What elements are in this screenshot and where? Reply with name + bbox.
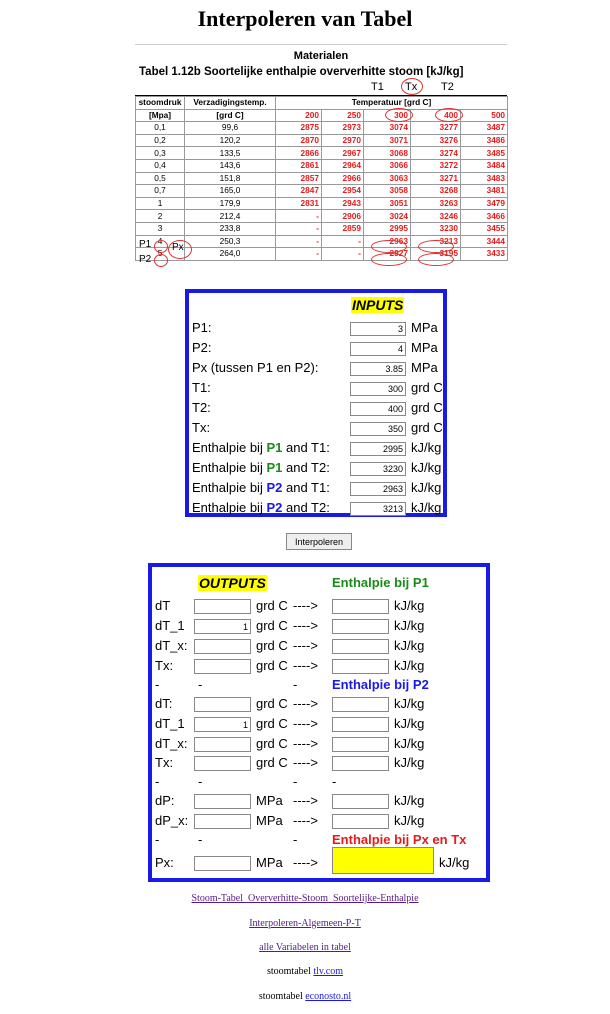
kjkg-unit: kJ/kg	[394, 736, 425, 751]
table-cell: 151,8	[185, 172, 276, 185]
table-cell: 2866	[276, 147, 322, 160]
table-cell: 2970	[322, 134, 364, 147]
dash: -	[293, 774, 298, 789]
dt-p2-result[interactable]	[332, 697, 389, 712]
table-cell: 0,1	[136, 122, 185, 135]
h-unit: kJ/kg	[411, 460, 442, 475]
table-cell: 3268	[411, 185, 461, 198]
table-cell: 0,2	[136, 134, 185, 147]
page-title: Interpoleren van Tabel	[197, 6, 413, 31]
dash: -	[198, 677, 203, 692]
section-p1-title: Enthalpie bij P1	[332, 575, 429, 590]
arrow: ---->	[293, 598, 318, 613]
table-cell: 1	[136, 197, 185, 210]
dt1-p1-result[interactable]	[332, 619, 389, 634]
h-p2-t2-input[interactable]	[350, 502, 406, 516]
dt1-label: dT_1	[155, 618, 185, 633]
circle-p2	[154, 254, 168, 267]
dt-label: dT:	[155, 696, 173, 711]
table-cell: 3068	[364, 147, 411, 160]
table-cell: 3277	[411, 122, 461, 135]
dash: -	[293, 677, 298, 692]
t2-input[interactable]	[350, 402, 406, 416]
steam-table-image	[135, 44, 507, 284]
t1-label: T1	[371, 81, 384, 93]
table-cell: 0,7	[136, 185, 185, 198]
h-p1-t2-label: Enthalpie bij P1 and T2:	[192, 460, 330, 475]
table-cell: 3276	[411, 134, 461, 147]
table-cell: 3263	[411, 197, 461, 210]
t2-unit: grd C	[411, 400, 443, 415]
table-cell: 3	[136, 222, 185, 235]
link-interpoleren[interactable]: Interpoleren-Algemeen-P-T	[249, 918, 361, 929]
kjkg-unit: kJ/kg	[394, 696, 425, 711]
table-cell: 3272	[411, 159, 461, 172]
dash: -	[198, 774, 203, 789]
divider	[135, 44, 507, 45]
grdc-unit: grd C	[256, 658, 288, 673]
kjkg-unit: kJ/kg	[394, 638, 425, 653]
dt1-label: dT_1	[155, 716, 185, 731]
kjkg-unit: kJ/kg	[394, 755, 425, 770]
table-row	[136, 185, 508, 198]
table-cell: 3058	[364, 185, 411, 198]
dash: -	[332, 774, 337, 789]
p2-label: P2:	[192, 340, 212, 355]
table-cell: 233,8	[185, 222, 276, 235]
grdc-unit: grd C	[256, 618, 288, 633]
circle-300	[385, 108, 413, 122]
outputs-header: OUTPUTS	[199, 575, 266, 591]
link-row	[0, 942, 610, 953]
table-cell: 3066	[364, 159, 411, 172]
section-px-title: Enthalpie bij Px en Tx	[332, 832, 467, 847]
col-header-pressure: stoomdruk	[136, 97, 185, 110]
table-cell: 4	[136, 235, 185, 248]
dash: -	[155, 832, 160, 847]
table-cell: 212,4	[185, 210, 276, 223]
t1-label: T1:	[192, 380, 211, 395]
dash: -	[293, 832, 298, 847]
table-cell: 2943	[322, 197, 364, 210]
table-cell: 143,6	[185, 159, 276, 172]
tx-p1-input[interactable]	[194, 659, 251, 674]
table-row	[136, 122, 508, 135]
table-cell: 2861	[276, 159, 322, 172]
table-cell: 3213	[411, 235, 461, 248]
h-p2-t1-input[interactable]	[350, 482, 406, 496]
p1-unit: MPa	[411, 320, 438, 335]
kjkg-unit: kJ/kg	[439, 855, 470, 870]
px-input[interactable]	[350, 362, 406, 376]
tx-p2-input[interactable]	[194, 756, 251, 771]
table-cell: 3024	[364, 210, 411, 223]
kjkg-unit: kJ/kg	[394, 598, 425, 613]
link-row	[0, 991, 610, 1002]
grdc-unit: grd C	[256, 755, 288, 770]
table-cell: 2906	[322, 210, 364, 223]
circle-2995	[371, 240, 407, 253]
tx-label: Tx:	[192, 420, 211, 435]
table-cell: 3246	[411, 210, 461, 223]
table-cell: 2857	[276, 172, 322, 185]
link-econosto[interactable]: econosto.nl	[305, 991, 352, 1002]
link-row	[0, 966, 610, 977]
col-header-sat: Verzadigingstemp.	[185, 97, 276, 110]
unit-sat: [grd C]	[185, 109, 276, 122]
table-cell: -	[322, 248, 364, 261]
table-row	[136, 159, 508, 172]
circle-2963	[371, 253, 407, 266]
table-cell: 2967	[322, 147, 364, 160]
tx-unit: grd C	[411, 420, 443, 435]
table-row	[136, 147, 508, 160]
t2-label: T2	[441, 81, 454, 93]
table-cell: 3486	[461, 134, 508, 147]
arrow: ---->	[293, 658, 318, 673]
temp-header: 200	[276, 109, 322, 122]
h-p2-t2-label: Enthalpie bij P2 and T2:	[192, 500, 330, 515]
px-out-input[interactable]	[194, 856, 251, 871]
table-row	[136, 134, 508, 147]
dt-p2-input[interactable]	[194, 697, 251, 712]
kjkg-unit: kJ/kg	[394, 813, 425, 828]
tx-out-label: Tx:	[155, 658, 174, 673]
dpx-input[interactable]	[194, 814, 251, 829]
p1-marker: P1	[139, 239, 152, 250]
grdc-unit: grd C	[256, 696, 288, 711]
tx-input[interactable]	[350, 422, 406, 436]
mpa-unit: MPa	[256, 855, 283, 870]
dpx-label: dP_x:	[155, 813, 189, 828]
table-cell: 2963	[364, 235, 411, 248]
arrow: ---->	[293, 716, 318, 731]
table-cell: 3433	[461, 248, 508, 261]
circle-p1	[154, 240, 168, 253]
table-cell: 3444	[461, 235, 508, 248]
table-cell: -	[276, 222, 322, 235]
h-p1-t1-label: Enthalpie bij P1 and T1:	[192, 440, 330, 455]
h-p2-t1-label: Enthalpie bij P2 and T1:	[192, 480, 330, 495]
dtx-p1-result[interactable]	[332, 639, 389, 654]
table-cell: 0,4	[136, 159, 185, 172]
arrow: ---->	[293, 696, 318, 711]
section-p2-title: Enthalpie bij P2	[332, 677, 429, 692]
outputs-panel	[148, 563, 490, 882]
p2-input[interactable]	[350, 342, 406, 356]
table-cell: 3466	[461, 210, 508, 223]
table-cell: -	[276, 235, 322, 248]
table-cell: 2831	[276, 197, 322, 210]
link-variabelen[interactable]: alle Variabelen in tabel	[259, 942, 351, 953]
table-cell: 2847	[276, 185, 322, 198]
table-cell: 3195	[411, 248, 461, 261]
grdc-unit: grd C	[256, 598, 288, 613]
table-row	[136, 172, 508, 185]
table-cell: 120,2	[185, 134, 276, 147]
table-cell: 2995	[364, 222, 411, 235]
dash: -	[155, 774, 160, 789]
col-header-temp: Temperatuur [grd C]	[276, 97, 508, 110]
table-cell: 2927	[364, 248, 411, 261]
h-unit: kJ/kg	[411, 480, 442, 495]
table-cell: 3483	[461, 172, 508, 185]
table-cell: 264,0	[185, 248, 276, 261]
table-cell: 3071	[364, 134, 411, 147]
table-cell: 3484	[461, 159, 508, 172]
table-cell: 3485	[461, 147, 508, 160]
dpx-result[interactable]	[332, 814, 389, 829]
table-cell: 2870	[276, 134, 322, 147]
table-row	[136, 197, 508, 210]
dp-label: dP:	[155, 793, 175, 808]
arrow: ---->	[293, 618, 318, 633]
px-label: Px (tussen P1 en P2):	[192, 360, 319, 375]
dtx-label: dT_x:	[155, 638, 188, 653]
arrow: ---->	[293, 793, 318, 808]
kjkg-unit: kJ/kg	[394, 716, 425, 731]
p1-label: P1:	[192, 320, 212, 335]
table-cell: 3063	[364, 172, 411, 185]
h-p1-t1-input[interactable]	[350, 442, 406, 456]
table-cell: 2875	[276, 122, 322, 135]
t1-input[interactable]	[350, 382, 406, 396]
table-cell: 0,3	[136, 147, 185, 160]
arrow: ---->	[293, 755, 318, 770]
dt-p1-result[interactable]	[332, 599, 389, 614]
grdc-unit: grd C	[256, 638, 288, 653]
temp-header: 250	[322, 109, 364, 122]
t2-label: T2:	[192, 400, 211, 415]
table-cell: 2964	[322, 159, 364, 172]
link-prefix: stoomtabel	[258, 991, 306, 1002]
mpa-unit: MPa	[256, 793, 283, 808]
px-marker: Px	[172, 242, 184, 253]
dp-input[interactable]	[194, 794, 251, 809]
table-cell: 165,0	[185, 185, 276, 198]
materials-heading: Materialen	[293, 50, 349, 62]
px-unit: MPa	[411, 360, 438, 375]
table-cell: 3230	[411, 222, 461, 235]
p2-unit: MPa	[411, 340, 438, 355]
link-prefix: stoomtabel	[266, 966, 314, 977]
table-cell: -	[322, 235, 364, 248]
dt1-p2-result[interactable]	[332, 717, 389, 732]
dtx-label: dT_x:	[155, 736, 188, 751]
arrow: ---->	[293, 736, 318, 751]
dt1-p1-input[interactable]	[194, 619, 251, 634]
tx-circle	[401, 78, 423, 95]
table-cell: 3487	[461, 122, 508, 135]
table-row	[136, 210, 508, 223]
temp-header: 300	[364, 109, 411, 122]
dtx-p2-input[interactable]	[194, 737, 251, 752]
dt1-p2-input[interactable]	[194, 717, 251, 732]
table-cell: 179,9	[185, 197, 276, 210]
kjkg-unit: kJ/kg	[394, 793, 425, 808]
inputs-panel	[185, 289, 447, 517]
circle-3213	[418, 253, 454, 266]
tx-label: Tx	[405, 81, 418, 93]
table-cell: 0,5	[136, 172, 185, 185]
inputs-header: INPUTS	[352, 297, 404, 313]
link-stoom-tabel[interactable]: Stoom-Tabel_Oververhitte-Stoom_Soortelijke-Enthalpie	[191, 893, 419, 904]
arrow: ---->	[293, 638, 318, 653]
table-cell: 2973	[322, 122, 364, 135]
h-p1-t2-input[interactable]	[350, 462, 406, 476]
table-cell: 250,3	[185, 235, 276, 248]
dtx-p2-result[interactable]	[332, 737, 389, 752]
table-cell: -	[276, 210, 322, 223]
link-row	[0, 918, 610, 929]
arrow: ---->	[293, 813, 318, 828]
table-cell: 3051	[364, 197, 411, 210]
temp-header: 500	[461, 109, 508, 122]
px-out-label: Px:	[155, 855, 174, 870]
grdc-unit: grd C	[256, 716, 288, 731]
table-cell: 3455	[461, 222, 508, 235]
t1-unit: grd C	[411, 380, 443, 395]
table-cell: -	[276, 248, 322, 261]
h-unit: kJ/kg	[411, 500, 442, 515]
table-cell: 3481	[461, 185, 508, 198]
final-enthalpy-result[interactable]	[332, 847, 434, 874]
tx-p1-result[interactable]	[332, 659, 389, 674]
temp-header: 400	[411, 109, 461, 122]
mpa-unit: MPa	[256, 813, 283, 828]
circle-400	[435, 108, 463, 122]
dtx-p1-input[interactable]	[194, 639, 251, 654]
table-cell: 2859	[322, 222, 364, 235]
table-cell: 3271	[411, 172, 461, 185]
arrow: ---->	[293, 855, 318, 870]
tx-out-label: Tx:	[155, 755, 174, 770]
table-row	[136, 222, 508, 235]
dt-p1-input[interactable]	[194, 599, 251, 614]
grdc-unit: grd C	[256, 736, 288, 751]
dt-label: dT	[155, 598, 171, 613]
table-cell: 133,5	[185, 147, 276, 160]
dp-result[interactable]	[332, 794, 389, 809]
unit-pressure: [Mpa]	[136, 109, 185, 122]
link-row	[0, 893, 610, 904]
table-cell: 3274	[411, 147, 461, 160]
table-cell: 3074	[364, 122, 411, 135]
dash: -	[198, 832, 203, 847]
p2-marker: P2	[139, 254, 152, 265]
table-title: Tabel 1.12b Soortelijke enthalpie oververhitte stoom [kJ/kg]	[139, 66, 464, 78]
interpolate-button[interactable]: Interpoleren	[286, 533, 352, 550]
dash: -	[155, 677, 160, 692]
link-tlv[interactable]: tlv.com	[313, 966, 343, 977]
kjkg-unit: kJ/kg	[394, 658, 425, 673]
h-unit: kJ/kg	[411, 440, 442, 455]
table-cell: 2954	[322, 185, 364, 198]
p1-input[interactable]	[350, 322, 406, 336]
table-cell: 99,6	[185, 122, 276, 135]
table-cell: 5	[136, 248, 185, 261]
table-cell: 2966	[322, 172, 364, 185]
table-cell: 3479	[461, 197, 508, 210]
tx-p2-result[interactable]	[332, 756, 389, 771]
kjkg-unit: kJ/kg	[394, 618, 425, 633]
table-cell: 2	[136, 210, 185, 223]
circle-3230	[418, 240, 454, 253]
